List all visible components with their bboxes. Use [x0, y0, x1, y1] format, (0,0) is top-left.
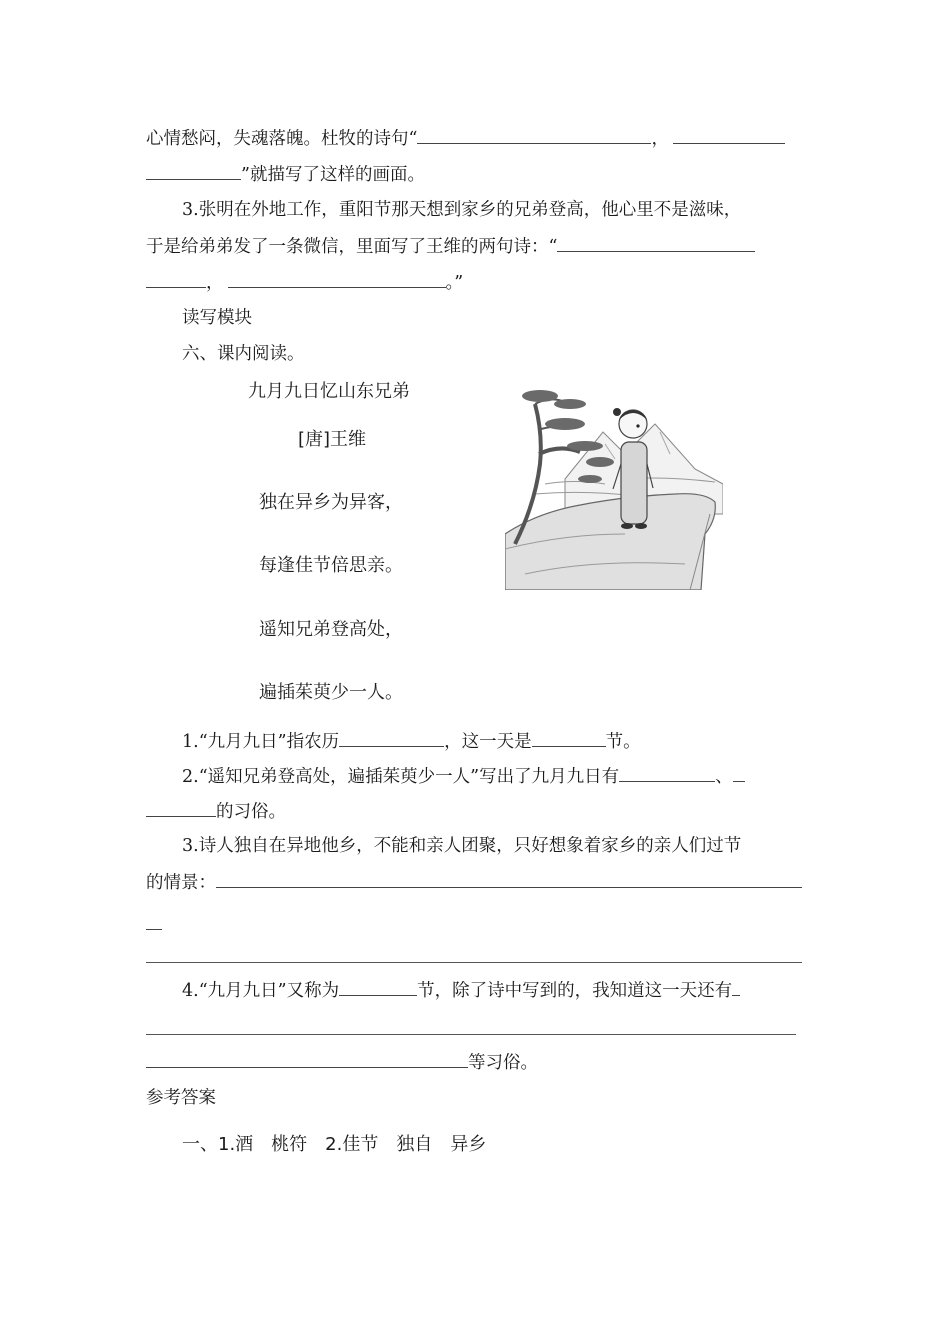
answer-blank[interactable]: [732, 978, 740, 996]
question-2-cont: 的习俗。: [146, 799, 286, 824]
poem-line-4: 遍插茱萸少一人。: [259, 682, 403, 703]
q5-continuation-line: 心情愁闷，失魂落魄。杜牧的诗句“ ，: [146, 126, 785, 151]
question-1: 1.“九月九日”指农历 ，这一天是 节。: [182, 729, 641, 754]
answer-line[interactable]: [146, 962, 802, 963]
question-4-cont: 等习俗。: [146, 1050, 538, 1075]
answer-blank[interactable]: [146, 912, 162, 930]
answer-blank[interactable]: [557, 234, 755, 252]
answer-blank[interactable]: [532, 729, 606, 747]
q5-item3-line2: 于是给弟弟发了一条微信，里面写了王维的两句诗：“: [146, 234, 755, 259]
answer-blank[interactable]: [339, 978, 417, 996]
answer-blank[interactable]: [417, 126, 651, 144]
question-4: 4.“九月九日”又称为 节，除了诗中写到的，我知道这一天还有: [182, 978, 740, 1003]
question-2: 2.“遥知兄弟登高处，遍插茱萸少一人”写出了九月九日有 、: [182, 764, 745, 789]
poem-line-3: 遥知兄弟登高处，: [259, 619, 403, 640]
answer-blank[interactable]: [146, 270, 206, 288]
question-3-cont: 的情景：: [146, 870, 802, 895]
section-6-title: 六、课内阅读。: [182, 344, 305, 364]
answer-blank[interactable]: [673, 126, 785, 144]
poem-line-2: 每逢佳节倍思亲。: [259, 555, 403, 576]
answer-blank[interactable]: [228, 270, 446, 288]
q5-item3-line1: 3.张明在外地工作，重阳节那天想到家乡的兄弟登高，他心里不是滋味，: [182, 200, 742, 220]
answer-line[interactable]: [146, 1034, 796, 1035]
poet-on-cliff-illustration-icon: [505, 384, 723, 590]
question-3-cont-2: [146, 912, 162, 937]
question-3: 3.诗人独自在异地他乡，不能和亲人团聚，只好想象着家乡的亲人们过节: [182, 836, 742, 856]
answer-blank[interactable]: [733, 764, 745, 782]
poem-title: 九月九日忆山东兄弟: [248, 381, 410, 402]
answer-blank[interactable]: [146, 799, 216, 817]
answers-line-1: 一、1.酒 桃符 2.佳节 独自 异乡: [182, 1134, 487, 1155]
answer-blank[interactable]: [216, 870, 802, 888]
answer-blank[interactable]: [146, 162, 241, 180]
poem-line-1: 独在异乡为异客，: [259, 492, 403, 513]
answer-blank[interactable]: [339, 729, 444, 747]
poem-author: [唐]王维: [298, 429, 367, 450]
q5-continuation-line-2: ”就描写了这样的画面。: [146, 162, 425, 187]
module-title: 读写模块: [182, 308, 252, 328]
answers-title: 参考答案: [146, 1088, 216, 1108]
q5-item3-line3: ， 。”: [146, 270, 463, 295]
answer-blank[interactable]: [619, 764, 715, 782]
answer-blank[interactable]: [146, 1050, 468, 1068]
